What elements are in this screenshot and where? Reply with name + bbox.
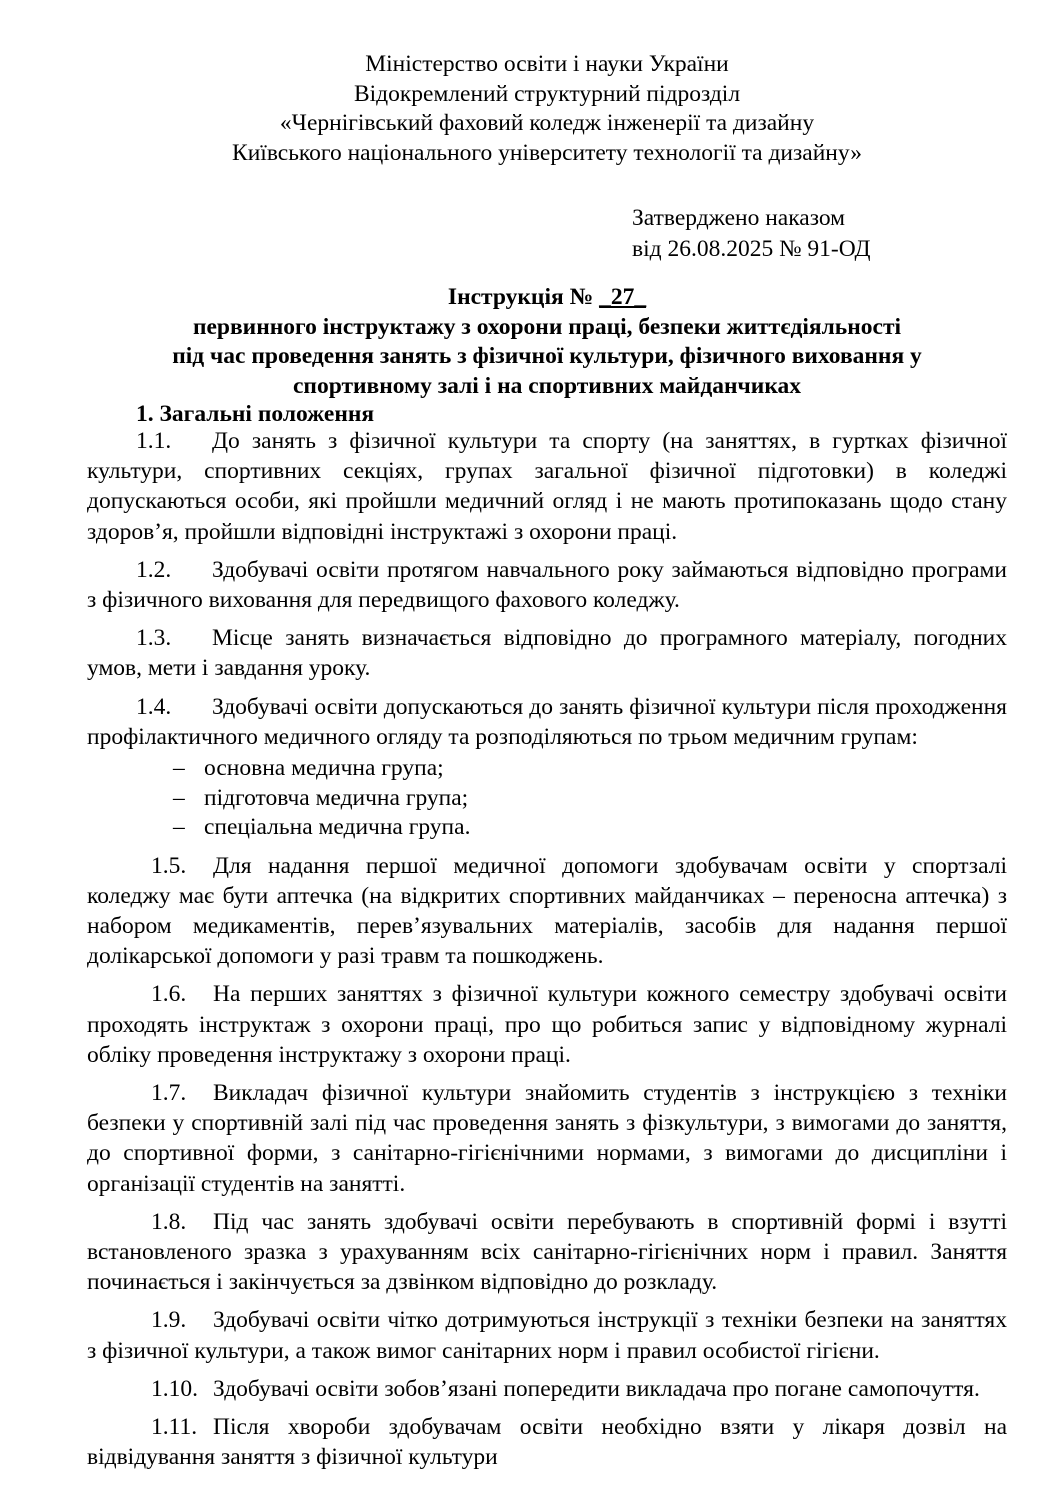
title-line-1: первинного інструктажу з охорони праці, безпеки життєдіяльності <box>192 313 902 340</box>
paragraph-number: 1.6. <box>151 981 187 1008</box>
paragraph-1-11 <box>87 1412 1007 1472</box>
paragraph-text: До занять з фізичної культури та спорту (на заняттях, в гуртках фізичної культури, спортивних секціях, групах загальної фізичної підготовки) в коледжі допускаються особи, які пройшли медичний огляд і не мають протипоказань щодо стану здоров’я, пройшли відповідні інструктажі з охорони праці. <box>87 428 1007 545</box>
approval-label: Затверджено наказом <box>632 205 846 231</box>
paragraph-1-5 <box>87 851 1007 972</box>
instruction-title <box>87 283 1007 401</box>
dash-bullet: – <box>173 755 185 782</box>
paragraph-number: 1.10. <box>151 1375 198 1402</box>
paragraph-number: 1.8. <box>151 1208 187 1235</box>
paragraph-number: 1.3. <box>136 625 172 652</box>
paragraph-text: Для надання першої медичної допомоги здобувачам освіти у спортзалі коледжу має бути аптечка (на відкритих спортивних майданчиках – переносна аптечка) з набором медикаментів, перев’язувальних матеріалів, засобів для надання першої долікарської допомоги у разі травм та пошкоджень. <box>87 852 1007 970</box>
instruction-number: _27_ <box>599 284 647 310</box>
medical-groups-list <box>87 754 1007 843</box>
paragraph-number: 1.11. <box>151 1413 198 1440</box>
paragraph-text: Під час занять здобувачі освіти перебувають в спортивній формі і взутті встановленого зразка з урахуванням всіх санітарно-гігієнічних норм і правил. Заняття починається і закінчується за дзвінком відповідно до розкладу. <box>87 1208 1007 1296</box>
instruction-prefix: Інструкція № <box>447 284 600 310</box>
paragraph-number: 1.7. <box>151 1079 187 1106</box>
paragraph-text: Здобувачі освіти допускаються до занять фізичної культури після проходження профілактичного медичного огляду та розподіляються по трьом медичним групам: <box>87 693 1007 750</box>
paragraph-number: 1.2. <box>136 556 172 583</box>
list-item <box>87 813 1007 843</box>
list-item-text: підготовча медична група; <box>204 784 469 811</box>
paragraph-1-6 <box>87 979 1007 1070</box>
paragraph-1-2 <box>87 555 1007 615</box>
paragraph-text: Здобувачі освіти чітко дотримуються інструкції з техніки безпеки на заняттях з фізичної культури, а також вимог санітарних норм і правил особистої гігієни. <box>87 1307 1007 1364</box>
dash-bullet: – <box>173 784 185 811</box>
college-line: «Чернігівський фаховий коледж інженерії та дизайну <box>279 110 815 136</box>
subdivision-line: Відокремлений структурний підрозділ <box>353 80 741 107</box>
paragraph-1-9 <box>87 1305 1007 1365</box>
university-line: Київського національного університету технології та дизайну» <box>232 139 862 166</box>
paragraph-number: 1.1. <box>136 428 172 454</box>
paragraph-number: 1.5. <box>151 852 187 879</box>
paragraph-text: Здобувачі освіти протягом навчального року займаються відповідно програми з фізичного виховання для передвищого фахового коледжу. <box>87 556 1007 614</box>
institution-header <box>87 50 1007 168</box>
approval-order: від 26.08.2025 № 91-ОД <box>632 236 871 262</box>
paragraph-1-10 <box>87 1374 1007 1404</box>
section-body <box>87 426 1007 1480</box>
approval-stamp <box>632 203 871 265</box>
list-item <box>87 754 1007 784</box>
title-line-2: під час проведення занять з фізичної культури, фізичного виховання у <box>172 343 922 369</box>
paragraph-number: 1.4. <box>136 693 172 720</box>
paragraph-1-1 <box>87 426 1007 547</box>
paragraph-1-3 <box>87 623 1007 683</box>
paragraph-text: Місце занять визначається відповідно до програмного матеріалу, погодних умов, мети і завдання уроку. <box>87 625 1007 682</box>
ministry-line: Міністерство освіти і науки України <box>365 51 729 77</box>
list-item-text: основна медична група; <box>204 755 444 782</box>
paragraph-text: Після хвороби здобувачам освіти необхідно взяти у лікаря дозвіл на відвідування заняття з фізичної культури <box>87 1413 1007 1471</box>
dash-bullet: – <box>173 814 185 841</box>
section-heading: 1. Загальні положення <box>136 401 375 427</box>
list-item <box>87 784 1007 814</box>
instruction-number-line <box>87 283 1007 313</box>
paragraph-text: Здобувачі освіти зобов’язані попередити викладача про погане самопочуття. <box>213 1375 980 1402</box>
paragraph-text: На перших заняттях з фізичної культури кожного семестру здобувачі освіти проходять інструктаж з охорони праці, про що робиться запис у відповідному журналі обліку проведення інструктажу з охорони праці. <box>87 981 1007 1068</box>
paragraph-text: Викладач фізичної культури знайомить студентів з інструкцією з техніки безпеки у спортивній залі під час проведення занять з фізкультури, з вимогами до заняття, до спортивної форми, з санітарно-гігієнічними нормами, з вимогами до дисципліни і організації студентів на занятті. <box>87 1079 1007 1197</box>
paragraph-1-4 <box>87 692 1007 752</box>
paragraph-number: 1.9. <box>151 1307 187 1334</box>
list-item-text: спеціальна медична група. <box>204 814 471 841</box>
paragraph-1-8 <box>87 1207 1007 1298</box>
paragraph-1-7 <box>87 1078 1007 1199</box>
title-line-3: спортивному залі і на спортивних майданчиках <box>292 372 802 399</box>
